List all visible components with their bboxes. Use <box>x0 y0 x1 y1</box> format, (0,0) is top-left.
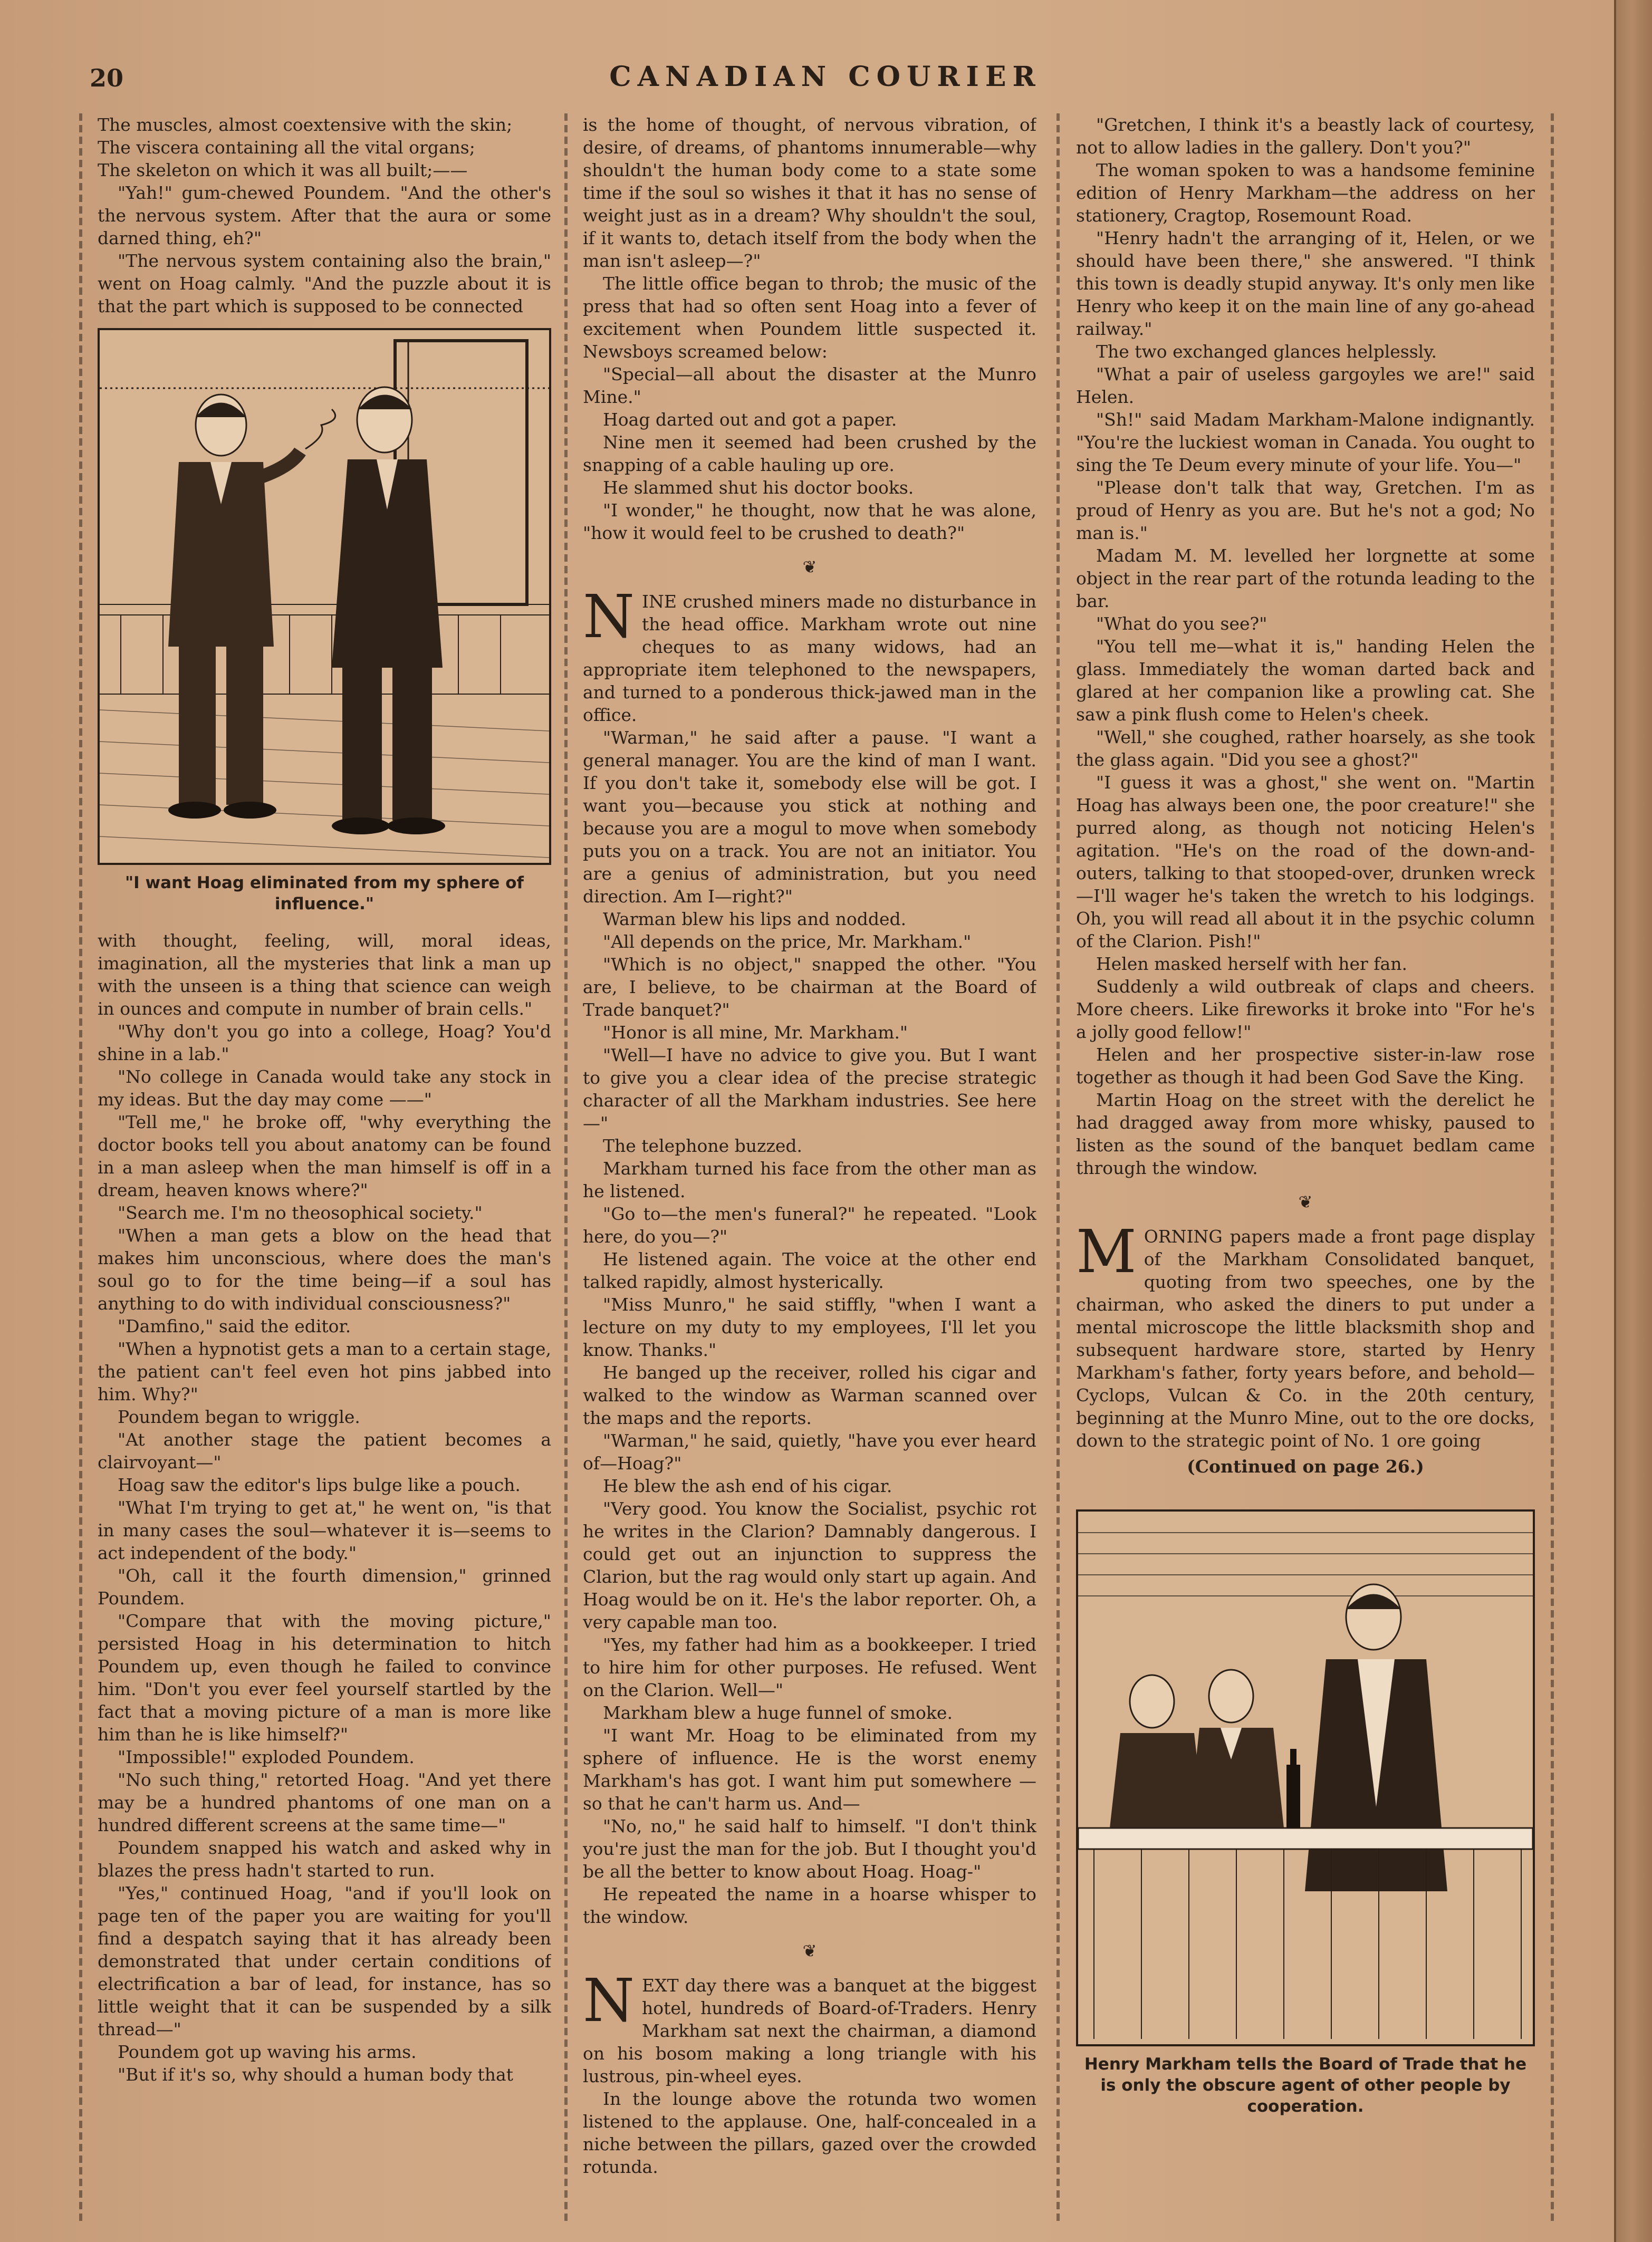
paragraph: "At another stage the patient becomes a clairvoyant—" <box>98 1429 551 1473</box>
paragraph-dropcap <box>583 1967 1036 2087</box>
section-ornament-icon: ❦ <box>802 1941 817 1961</box>
drop-cap: N <box>583 1967 635 2035</box>
column-2 <box>583 113 1036 2216</box>
paragraph: Poundem began to wriggle. <box>118 1407 360 1427</box>
paragraph: Warman blew his lips and nodded. <box>603 909 907 929</box>
paragraph: Martin Hoag on the street with the derelict he had dragged away from more whisky, paused to listen as the sound of the banquet bedlam came through the window. <box>1076 1090 1535 1178</box>
paragraph: "What I'm trying to get at," he went on, "is that in many cases the soul—whatever it is—seems to act independent of the body." <box>98 1497 551 1563</box>
continued-note: (Continued on page 26.) <box>1187 1456 1424 1477</box>
figure-caption: "I want Hoag eliminated from my sphere of influence." <box>125 873 524 913</box>
paragraph: "Please don't talk that way, Gretchen. I'm as proud of Henry as you are. But he's not a god; No man is." <box>1076 477 1535 543</box>
page-number: 20 <box>90 64 124 92</box>
paragraph: with thought, feeling, will, moral ideas, imagination, all the mysteries that link a man up with the unseen is a thing that science can weigh in ounces and compute in number of brain cells." <box>98 930 551 1019</box>
verse-line: The muscles, almost coextensive with the skin; <box>98 114 513 135</box>
paragraph: "Damfino," said the editor. <box>118 1316 351 1336</box>
paragraph: "The nervous system containing also the brain," went on Hoag calmly. "And the puzzle about it is that the part which is supposed to be connected <box>98 251 551 316</box>
column-rule <box>564 113 568 2221</box>
paragraph: "Well—I have no advice to give you. But I want to give you a clear idea of the precise strategic character of all the Markham industries. See here—" <box>583 1045 1036 1133</box>
paragraph: "Gretchen, I think it's a beastly lack of courtesy, not to allow ladies in the gallery. Don't you?" <box>1076 114 1535 158</box>
paragraph: "No such thing," retorted Hoag. "And yet there may be a hundred phantoms of one man on a hundred different screens at the same time—" <box>98 1769 551 1835</box>
paragraph: Nine men it seemed had been crushed by the snapping of a cable hauling up ore. <box>583 432 1036 475</box>
dropcap-text: INE crushed miners made no disturbance in the head office. Markham wrote out nine cheques to as many widows, had an appropriate item telephoned to the newspapers, and turned to a ponderous thick-jawed man in the office. <box>583 591 1036 725</box>
paragraph: Markham blew a huge funnel of smoke. <box>603 1702 953 1723</box>
paragraph: "I wonder," he thought, now that he was alone, "how it would feel to be crushed to death?" <box>583 500 1036 543</box>
paragraph: In the lounge above the rotunda two women listened to the applause. One, half-concealed in a niche between the pillars, gazed over the crowded rotunda. <box>583 2089 1036 2177</box>
paragraph: "Henry hadn't the arranging of it, Helen, or we should have been there," she answered. "I think this town is deadly stupid anyway. It's only men like Henry who keep it on the main line of any go-ahead railway." <box>1076 228 1535 339</box>
paragraph: The woman spoken to was a handsome feminine edition of Henry Markham—the address on her stationery, Cragtop, Rosemount Road. <box>1076 160 1535 226</box>
paragraph-dropcap <box>1076 1218 1535 1452</box>
paragraph: is the home of thought, of nervous vibration, of desire, of dreams, of phantoms innumerable—why shouldn't the human body come to a state some time if the soul so wishes it that it has no sense of weight just as in a dream? Why shouldn't the soul, if it wants to, detach itself from the body when the man isn't asleep—?" <box>583 114 1036 271</box>
paragraph: "Special—all about the disaster at the Munro Mine." <box>583 364 1036 407</box>
paragraph: Hoag darted out and got a paper. <box>603 409 897 430</box>
paragraph: He repeated the name in a hoarse whisper to the window. <box>583 1884 1036 1927</box>
paragraph: Markham turned his face from the other man as he listened. <box>583 1158 1036 1201</box>
paragraph: "Warman," he said after a pause. "I want a general manager. You are the kind of man I want. If you don't take it, somebody else will be got. I want you—because you stick at nothing and because you are a mogul to move when somebody puts you on a track. You are not an initiator. You are a genius of administration, but you need direction. Am I—right?" <box>583 727 1036 907</box>
page-header <box>90 61 1561 103</box>
paragraph-dropcap <box>583 583 1036 726</box>
paragraph: "All depends on the price, Mr. Markham." <box>603 931 972 952</box>
paragraph: "Compare that with the moving picture," persisted Hoag in his determination to hitch Poundem up, even though he failed to convince him. "Don't you ever feel yourself startled by the fact that a moving picture of a man is more like him than he is like himself?" <box>98 1611 551 1745</box>
paragraph: "Sh!" said Madam Markham-Malone indignantly. "You're the luckiest woman in Canada. You ought to sing the Te Deum every minute of your life. You—" <box>1076 409 1535 475</box>
paragraph: "Impossible!" exploded Poundem. <box>118 1747 415 1767</box>
figure-caption: Henry Markham tells the Board of Trade that he is only the obscure agent of other people by cooperation. <box>1084 2055 1527 2116</box>
paragraph: Hoag saw the editor's lips bulge like a pouch. <box>118 1475 521 1495</box>
paragraph: "No, no," he said half to himself. "I don't think you're just the man for the job. But I thought you'd be all the better to know about Hoag. Hoag-" <box>583 1816 1036 1882</box>
paragraph: "Yah!" gum-chewed Poundem. "And the other's the nervous system. After that the aura or some darned thing, eh?" <box>98 182 551 248</box>
paragraph: "Very good. You know the Socialist, psychic rot he writes in the Clarion? Damnably dangerous. I could get out an injunction to suppress the Clarion, but the rag would only start up again. And Hoag would be on it. He's the labor reporter. Oh, a very capable man too. <box>583 1498 1036 1632</box>
paragraph: Madam M. M. levelled her lorgnette at some object in the rear part of the rotunda leading to the bar. <box>1076 545 1535 611</box>
drop-cap: M <box>1076 1218 1137 1286</box>
paragraph: The two exchanged glances helplessly. <box>1096 341 1437 362</box>
paragraph: "Which is no object," snapped the other. "You are, I believe, to be chairman at the Board of Trade banquet?" <box>583 954 1036 1020</box>
paragraph: "Yes, my father had him as a bookkeeper. I tried to hire him for other purposes. He refused. Went on the Clarion. Well—" <box>583 1634 1036 1700</box>
paragraph: "What a pair of useless gargoyles we are!" said Helen. <box>1076 364 1535 407</box>
illustration-banquet <box>1076 1509 1535 2046</box>
paragraph: "Tell me," he broke off, "why everything the doctor books tell you about anatomy can be found in a man asleep when the man himself is off in a dream, heaven knows where?" <box>98 1112 551 1200</box>
drop-cap: N <box>583 583 635 651</box>
paragraph: The telephone buzzed. <box>603 1136 802 1156</box>
paragraph: "I want Mr. Hoag to be eliminated from my sphere of influence. He is the worst enemy Markham's has got. I want him put somewhere —so that he can't harm us. And— <box>583 1725 1036 1814</box>
paragraph: "But if it's so, why should a human body that <box>118 2064 513 2085</box>
paragraph: "When a man gets a blow on the head that makes him unconscious, where does the man's soul go to for the time being—if a soul has anything to do with individual consciousness?" <box>98 1225 551 1314</box>
dropcap-text: EXT day there was a banquet at the biggest hotel, hundreds of Board-of-Traders. Henry Markham sat next the chairman, a diamond on his bosom making a long triangle with his lustrous, pin-wheel eyes. <box>583 1975 1036 2086</box>
paragraph: "Oh, call it the fourth dimension," grinned Poundem. <box>98 1565 551 1609</box>
paragraph: "I guess it was a ghost," she went on. "Martin Hoag has always been one, the poor creature!" she purred along, as though not noticing Helen's agitation. "He's on the road of the down-and-outers, talking to that stooped-over, drunken wreck—I'll wager he's taken the wretch to his lodgings. Oh, you will read all about it in the psychic column of the Clarion. Pish!" <box>1076 772 1535 951</box>
masthead: CANADIAN COURIER <box>609 61 1042 93</box>
verse-line: The viscera containing all the vital organs; <box>98 137 475 158</box>
paragraph: "Yes," continued Hoag, "and if you'll look on page ten of the paper you are waiting for you'll find a despatch saying that it has already been demonstrated that under certain conditions of electrification a bar of lead, for instance, has so little weight that it can be suspended by a silk thread—" <box>98 1883 551 2039</box>
two-men-illustration <box>100 330 549 863</box>
paragraph: The little office began to throb; the music of the press that had so often sent Hoag into a fever of excitement when Poundem little suspected it. Newsboys screamed below: <box>583 273 1036 362</box>
column-3 <box>1076 113 1535 2216</box>
paragraph: "Search me. I'm no theosophical society." <box>118 1202 483 1223</box>
section-ornament-icon: ❦ <box>1298 1192 1313 1212</box>
paragraph: "Warman," he said, quietly, "have you ever heard of—Hoag?" <box>583 1430 1036 1474</box>
column-rule <box>1056 113 1060 2221</box>
column-rule <box>1551 113 1554 2221</box>
paragraph: "Well," she coughed, rather hoarsely, as she took the glass again. "Did you see a ghost?" <box>1076 727 1535 770</box>
paragraph: "Honor is all mine, Mr. Markham." <box>603 1022 908 1043</box>
paragraph: Suddenly a wild outbreak of claps and cheers. More cheers. Like fireworks it broke into "For he's a jolly good fellow!" <box>1076 976 1535 1042</box>
column-1 <box>98 113 551 2216</box>
paragraph: "Go to—the men's funeral?" he repeated. "Look here, do you—?" <box>583 1204 1036 1247</box>
paragraph: "Why don't you go into a college, Hoag? You'd shine in a lab." <box>98 1021 551 1064</box>
paragraph: "No college in Canada would take any stock in my ideas. But the day may come ——" <box>98 1066 551 1110</box>
paragraph: He listened again. The voice at the other end talked rapidly, almost hysterically. <box>583 1249 1036 1292</box>
column-rule <box>79 113 82 2221</box>
paragraph: He banged up the receiver, rolled his cigar and walked to the window as Warman scanned over the maps and the reports. <box>583 1362 1036 1428</box>
paragraph: Poundem got up waving his arms. <box>118 2042 417 2062</box>
paragraph: He slammed shut his doctor books. <box>603 477 914 498</box>
banquet-illustration <box>1078 1512 1533 2044</box>
paragraph: Helen and her prospective sister-in-law rose together as though it had been God Save the King. <box>1076 1044 1535 1088</box>
paragraph: Helen masked herself with her fan. <box>1096 954 1407 974</box>
paragraph: He blew the ash end of his cigar. <box>603 1476 892 1496</box>
section-ornament-icon: ❦ <box>802 557 817 577</box>
verse-line: The skeleton on which it was all built;—— <box>98 160 468 180</box>
dropcap-text: ORNING papers made a front page display of the Markham Consolidated banquet, quoting from two speeches, one by the chairman, who asked the diners to put under a mental microscope the little blacksmith shop and subsequent hardware store, started by Henry Markham's father, forty years before, and behold—Cyclops, Vulcan & Co. in the 20th century, beginning at the Munro Mine, out to the ore docks, down to the strategic point of No. 1 ore going <box>1076 1226 1535 1451</box>
paragraph: "Miss Munro," he said stiffly, "when I want a lecture on my duty to my employees, I'll let you know. Thanks." <box>583 1294 1036 1360</box>
illustration-two-men <box>98 328 551 865</box>
page-edge <box>1614 0 1652 2242</box>
paragraph: "When a hypnotist gets a man to a certain stage, the patient can't feel even hot pins jabbed into him. Why?" <box>98 1339 551 1404</box>
paragraph: "What do you see?" <box>1096 613 1267 634</box>
paragraph: "You tell me—what it is," handing Helen the glass. Immediately the woman darted back and glared at her companion like a prowling cat. She saw a pink flush come to Helen's cheek. <box>1076 636 1535 725</box>
paragraph: Poundem snapped his watch and asked why in blazes the press hadn't started to run. <box>98 1837 551 1881</box>
